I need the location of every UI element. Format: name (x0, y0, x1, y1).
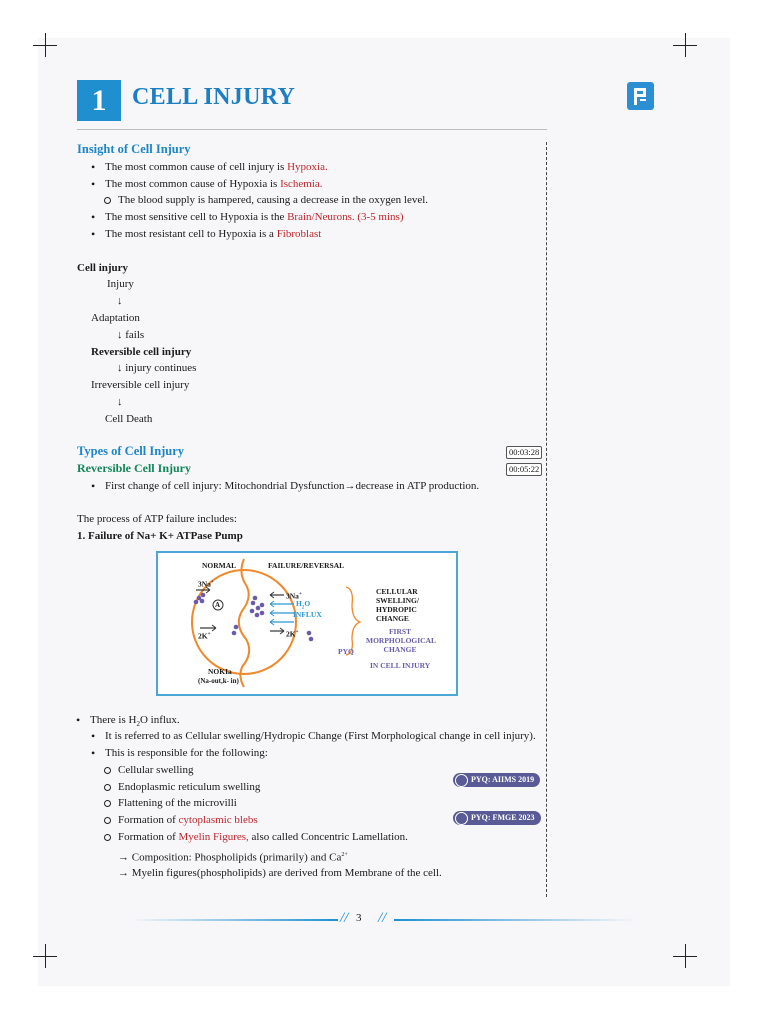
insight-item-3: • The most sensitive cell to Hypoxia is the Brain/Neurons. (3-5 mins) (105, 210, 404, 224)
responsible-item: • This is responsible for the following: (105, 746, 268, 760)
flow-adaptation: Adaptation (91, 312, 140, 324)
flow-arrow-1: ↓ (117, 295, 123, 307)
diagram-atpase-label: A (215, 601, 221, 609)
crop-mark-tr-v (685, 33, 686, 57)
effect-item-1: Cellular swelling (118, 764, 194, 776)
insight-item-1: • The most common cause of cell injury is Hypoxia. (105, 160, 328, 174)
video-timestamp-types[interactable]: 00:03:28 (506, 446, 542, 459)
chapter-title: CELL INJURY (132, 84, 296, 110)
margin-divider (546, 142, 547, 897)
h2o-influx-item: • There is $H_2O$ influx. (90, 713, 180, 731)
crop-mark-bl-v (45, 944, 46, 968)
pyq-badge-aiims[interactable]: PYQ: AIIMS 2019 (453, 773, 540, 787)
footer-line-left (130, 919, 338, 921)
flow-irreversible: Irreversible cell injury (91, 379, 190, 391)
diagram-label-normal: NORMAL (202, 561, 237, 570)
video-timestamp-reversible[interactable]: 00:05:22 (506, 463, 542, 476)
page-number: 3 (356, 912, 362, 924)
atp-item-1: 1. Failure of Na+ K+ ATPase Pump (77, 530, 243, 542)
effect-item-3: Flattening of the microvilli (118, 797, 237, 809)
flow-continues: ↓ injury continues (117, 362, 197, 374)
header-rule (77, 129, 547, 130)
diagram-na-in: 3Na+ (286, 591, 302, 601)
diagram-influx: INFLUX (293, 610, 322, 619)
diagram-k-in: 2K+ (198, 631, 211, 641)
footer-slash-left: // (340, 910, 349, 926)
clock-icon (455, 812, 468, 825)
flow-cell-death: Cell Death (105, 413, 153, 425)
clock-icon (455, 774, 468, 787)
diagram-pyq: PYQ (338, 647, 354, 656)
brand-logo-icon (627, 82, 654, 110)
diagram-label-failure: FAILURE/REVERSAL (268, 561, 345, 570)
na-k-pump-diagram (156, 551, 458, 696)
chapter-number: 1 (77, 80, 121, 121)
diagram-first-morphological: FIRST MORPHOLOGICAL CHANGE (366, 627, 437, 654)
diagram-h2o: $H_2O$ (296, 599, 311, 611)
flow-arrow-2: ↓ (117, 396, 123, 408)
flow-fails: ↓ fails (117, 329, 145, 341)
insight-item-4: • The most resistant cell to Hypoxia is a Fibroblast (105, 227, 321, 241)
composition-line: → Composition: Phospholipids (primarily) and $Ca^{2+}$ (118, 851, 348, 864)
diagram-cellular-swelling: CELLULAR SWELLING/ HYDROPIC CHANGE (376, 587, 419, 623)
referred-item: • It is referred to as Cellular swelling/Hydropic Change (First Morphological change in cell injury). (105, 729, 536, 743)
effect-item-2: Endoplasmic reticulum swelling (118, 781, 261, 793)
insight-subitem: The blood supply is hampered, causing a decrease in the oxygen level. (118, 194, 429, 206)
effect-item-5: Formation of Myelin Figures, also called Concentric Lamellation. (118, 831, 408, 843)
effect-item-4: Formation of cytoplasmic blebs (118, 814, 258, 826)
footer-line-right (394, 919, 638, 921)
pyq-badge-fmge[interactable]: PYQ: FMGE 2023 (453, 811, 541, 825)
myelin-line: → Myelin figures(phospholipids) are derived from Membrane of the cell. (118, 867, 442, 879)
crop-mark-br-v (685, 944, 686, 968)
diagram-nokia: NOKIa (208, 667, 232, 676)
crop-mark-tl-v (45, 33, 46, 57)
diagram-na-out: 3Na+ (198, 579, 214, 589)
section-heading-types: Types of Cell Injury (77, 444, 185, 458)
flow-title: Cell injury (77, 262, 129, 274)
flow-reversible: Reversible cell injury (91, 346, 192, 358)
diagram-nokia-sub: (Na-out,k- in) (198, 677, 239, 685)
diagram-in-cell-injury: IN CELL INJURY (370, 661, 431, 670)
atp-intro: The process of ATP failure includes: (77, 513, 237, 525)
membrane-wave (239, 559, 249, 687)
first-change-item: • First change of cell injury: Mitochondrial Dysfunction→decrease in ATP production. (105, 479, 479, 493)
footer-slash-right: // (378, 910, 387, 926)
subheading-reversible: Reversible Cell Injury (77, 461, 191, 475)
section-heading-insight: Insight of Cell Injury (77, 142, 191, 156)
diagram-k-out: 2K+ (286, 629, 299, 639)
insight-item-2: • The most common cause of Hypoxia is Ischemia. (105, 177, 323, 191)
flow-injury: Injury (107, 278, 134, 290)
